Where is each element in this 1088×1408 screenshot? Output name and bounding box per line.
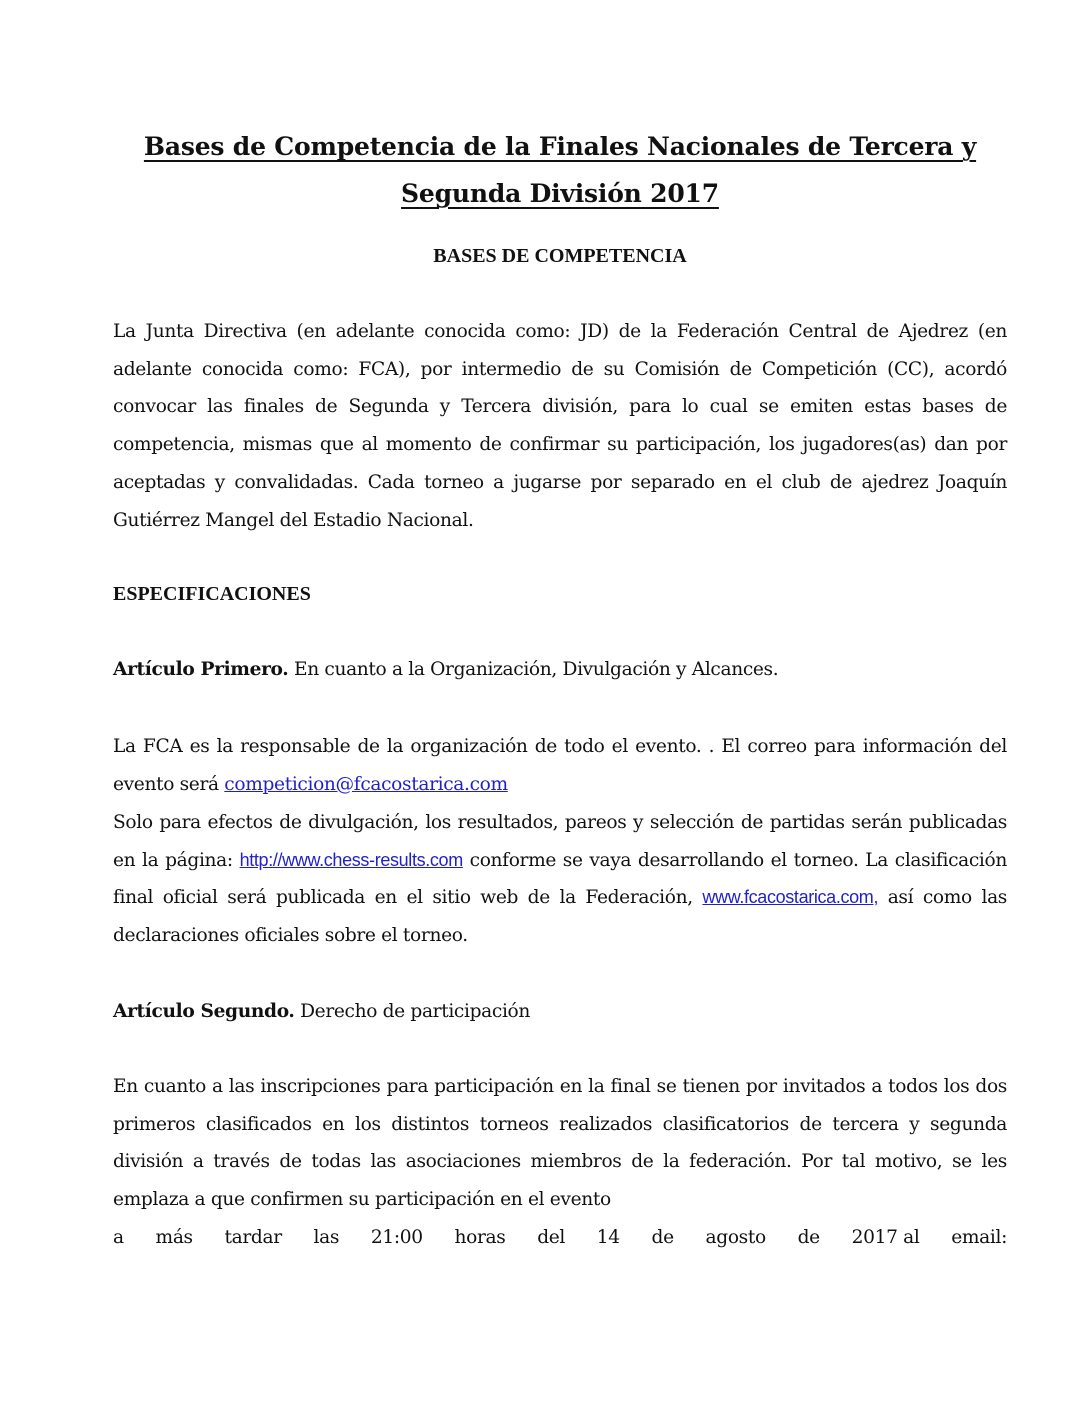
article-1-paragraph-1 <box>113 728 1007 803</box>
article-1-title: En cuanto a la Organización, Divulgación y Alcances. <box>288 659 779 680</box>
article-2-title: Derecho de participación <box>294 1001 531 1022</box>
document-subtitle: BASES DE COMPETENCIA <box>433 245 687 267</box>
intro-paragraph: La Junta Directiva (en adelante conocida como: JD) de la Federación Central de Ajedrez (en adelante conocida como: FCA), por intermedio de su Comisión de Competición (CC), acordó convocar las finales de Segunda y Tercera división, para lo cual se emiten estas bases de competencia, mismas que al momento de confirmar su participación, los jugadores(as) dan por aceptadas y convalidadas. Cada torneo a jugarse por separado en el club de ajedrez Joaquín Gutiérrez Mangel del Estadio Nacional. <box>113 321 1007 531</box>
last-line-word: 21:00 <box>370 1227 423 1248</box>
federation-website-link[interactable]: www.fcacostarica.com, <box>702 887 879 908</box>
last-line-word: 2017 al <box>851 1227 920 1248</box>
last-line-word: más <box>155 1227 193 1248</box>
article-1-p2-text-b: conforme se vaya desarrollando el torneo. La clasificación final oficial será publicada en el sitio web de la Federación, <box>113 849 1007 909</box>
article-1-p1-text: La FCA es la responsable de la organización de todo el evento. . El correo para información del evento será <box>113 736 1007 795</box>
article-2-label: Artículo Segundo. <box>113 1001 295 1022</box>
last-line-word: 14 <box>596 1227 620 1248</box>
last-line-word: email: <box>951 1227 1007 1248</box>
last-line-word: tardar <box>224 1227 282 1248</box>
last-line-word: las <box>313 1227 340 1248</box>
chess-results-link[interactable]: http://www.chess-results.com <box>239 849 463 870</box>
last-line-word: horas <box>454 1227 506 1248</box>
article-1-paragraph-2 <box>113 804 1007 955</box>
article-2-last-line <box>113 1219 1007 1257</box>
article-2-heading <box>113 999 1007 1025</box>
last-line-word: de <box>797 1227 820 1248</box>
article-1-heading <box>113 657 1007 683</box>
article-2-paragraph-1: En cuanto a las inscripciones para participación en la final se tienen por invitados a todos los dos primeros clasificados en los distintos torneos realizados clasificatorios de tercera y segunda división a través de todas las asociaciones miembros de la federación. Por tal motivo, se les emplaza a que confirmen su participación en el evento <box>113 1076 1007 1211</box>
specifications-heading: ESPECIFICACIONES <box>113 583 311 605</box>
article-1-label: Artículo Primero. <box>113 659 289 680</box>
article-1-p2-text-c: así como las declaraciones oficiales sobre el torneo. <box>113 887 1007 947</box>
last-line-word: de <box>651 1227 674 1248</box>
article-1-p2-text-a: Solo para efectos de divulgación, los resultados, pareos y selección de partidas serán publicadas en la página: <box>113 812 1007 871</box>
document-title: Bases de Competencia de la Finales Nacionales de Tercera y Segunda División 2017 <box>143 132 977 208</box>
last-line-word: agosto <box>705 1227 766 1248</box>
last-line-word: del <box>537 1227 566 1248</box>
last-line-word: a <box>113 1227 124 1248</box>
contact-email-link[interactable]: competicion@fcacostarica.com <box>224 773 508 795</box>
